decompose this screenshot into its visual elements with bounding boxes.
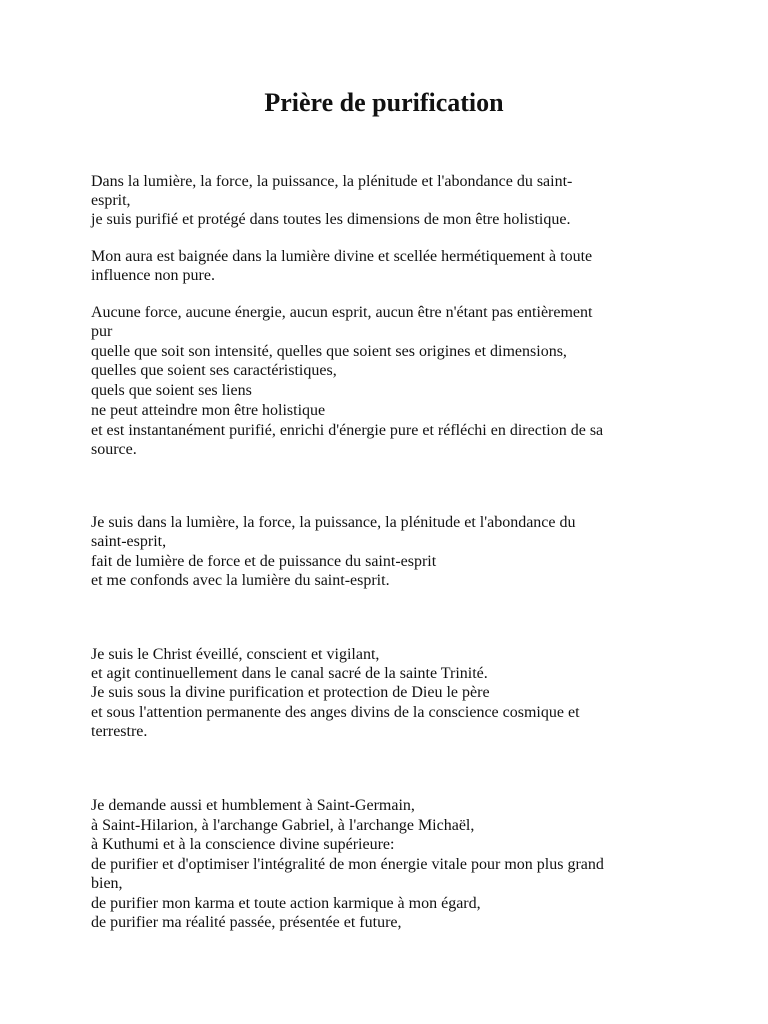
- text-line: Je suis le Christ éveillé, conscient et vigilant,: [91, 646, 380, 663]
- text-line: quels que soient ses liens: [91, 382, 252, 399]
- text-line: et sous l'attention permanente des anges divins de la conscience cosmique et: [91, 704, 580, 721]
- text-line: et me confonds avec la lumière du saint-esprit.: [91, 572, 390, 589]
- text-line: et agit continuellement dans le canal sacré de la sainte Trinité.: [91, 665, 488, 682]
- text-line: à Saint-Hilarion, à l'archange Gabriel, à l'archange Michaël,: [91, 817, 475, 834]
- text-line: Je suis sous la divine purification et protection de Dieu le père: [91, 684, 490, 701]
- text-line: de purifier et d'optimiser l'intégralité de mon énergie vitale pour mon plus grand: [91, 856, 604, 873]
- text-line: et est instantanément purifié, enrichi d'énergie pure et réfléchi en direction de sa: [91, 422, 604, 439]
- text-line: Mon aura est baignée dans la lumière divine et scellée hermétiquement à toute: [91, 248, 593, 265]
- text-line: pur: [91, 323, 113, 340]
- text-line: terrestre.: [91, 723, 148, 740]
- text-line: saint-esprit,: [91, 533, 167, 550]
- text-line: Aucune force, aucune énergie, aucun esprit, aucun être n'étant pas entièrement: [91, 304, 593, 321]
- text-line: Je suis dans la lumière, la force, la puissance, la plénitude et l'abondance du: [91, 514, 576, 531]
- text-line: fait de lumière de force et de puissance du saint-esprit: [91, 553, 437, 570]
- text-line: ne peut atteindre mon être holistique: [91, 402, 326, 419]
- text-line: Dans la lumière, la force, la puissance, la plénitude et l'abondance du saint-: [91, 173, 573, 190]
- text-line: quelle que soit son intensité, quelles que soient ses origines et dimensions,: [91, 343, 567, 360]
- text-line: source.: [91, 441, 137, 458]
- text-line: à Kuthumi et à la conscience divine supérieure:: [91, 836, 395, 853]
- text-line: quelles que soient ses caractéristiques,: [91, 362, 337, 379]
- text-line: je suis purifié et protégé dans toutes les dimensions de mon être holistique.: [91, 211, 571, 228]
- text-line: de purifier mon karma et toute action karmique à mon égard,: [91, 895, 481, 912]
- text-line: de purifier ma réalité passée, présentée et future,: [91, 914, 402, 931]
- text-line: bien,: [91, 875, 123, 892]
- text-line: influence non pure.: [91, 267, 215, 284]
- text-line: Je demande aussi et humblement à Saint-Germain,: [91, 797, 415, 814]
- text-line: esprit,: [91, 192, 131, 209]
- page-title: Prière de purification: [264, 88, 504, 117]
